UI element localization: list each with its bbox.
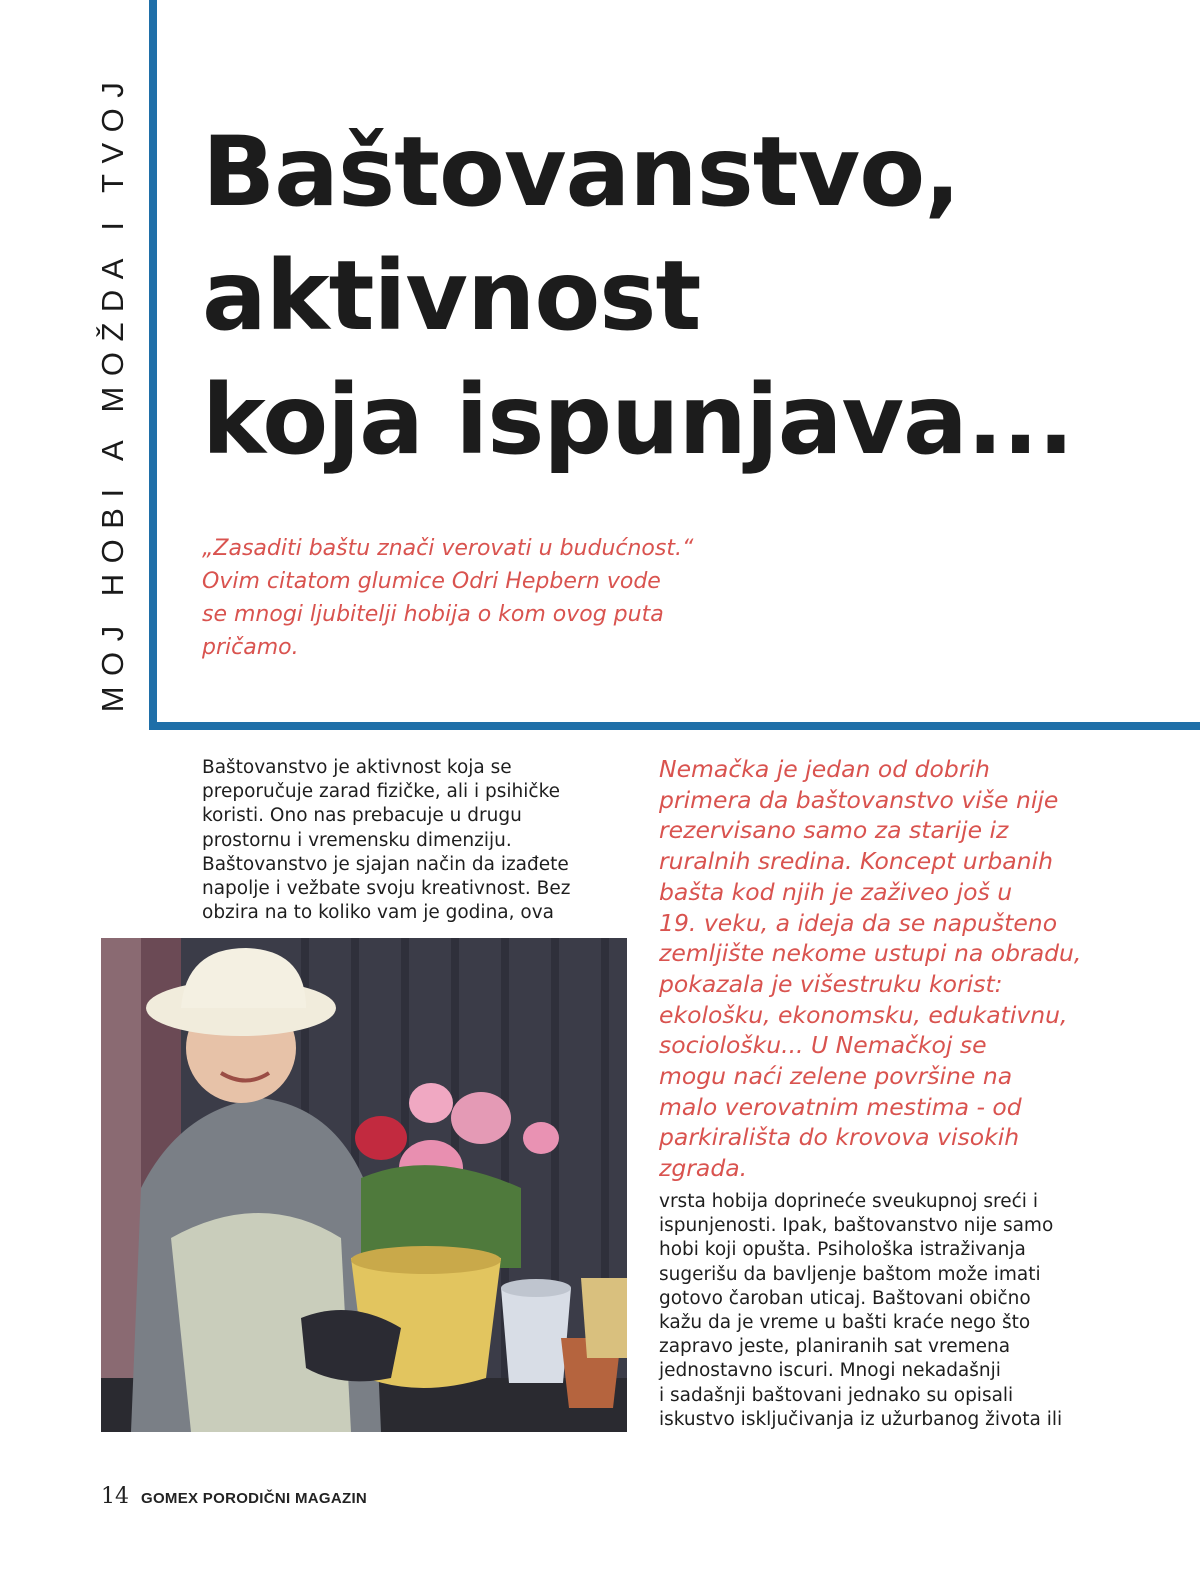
body-line: i sadašnji baštovani jednako su opisali <box>659 1384 1014 1406</box>
body-line: preporučuje zarad fizičke, ali i psihičke <box>202 781 561 803</box>
magazine-name: GOMEX PORODIČNI MAGAZIN <box>141 1490 368 1507</box>
body-line: sugerišu da bavljenje baštom može imati <box>659 1263 1041 1285</box>
lead-line: pričamo. <box>202 635 299 660</box>
body-line: napolje i vežbate svoju kreativnost. Bez <box>202 878 571 900</box>
pull-quote-line: 19. veku, a ideja da se napušteno <box>659 908 1058 937</box>
pull-quote-line: bašta kod njih je zaživeo još u <box>659 877 1013 906</box>
pull-quote-line: mogu naći zelene površine na <box>659 1062 1013 1091</box>
frame-horizontal-bar <box>149 722 1200 730</box>
pull-quote-line: ekološku, ekonomsku, edukativnu, <box>659 1000 1068 1029</box>
body-line: obzira na to koliko vam je godina, ova <box>202 902 554 924</box>
pull-quote-line: malo verovatnim mestima - od <box>659 1092 1022 1121</box>
body-line: prostornu i vremensku dimenziju. <box>202 829 512 851</box>
body-line: kažu da je vreme u bašti kraće nego što <box>659 1312 1031 1334</box>
gardener-photo <box>101 938 627 1432</box>
body-line: hobi koji opušta. Psihološka istraživanja <box>659 1239 1026 1261</box>
lead-line: se mnogi ljubitelji hobija o kom ovog puta <box>202 602 664 627</box>
pull-quote-line: Nemačka je jedan od dobrih <box>659 755 990 783</box>
body-line: Baštovanstvo je sjajan način da izađete <box>202 853 569 875</box>
pull-quote-line: sociološku... U Nemačkoj se <box>659 1031 987 1060</box>
body-line: zapravo jeste, planiranih sat vremena <box>659 1336 1011 1358</box>
title-line: Baštovanstvo, <box>202 116 960 228</box>
title-line: aktivnost <box>202 240 701 352</box>
section-label: MOJ HOBI A MOŽDA I TVOJ <box>95 71 130 713</box>
body-line: vrsta hobija doprineće sveukupnoj sreći i <box>659 1191 1038 1212</box>
title-line: koja ispunjava... <box>202 364 1074 476</box>
pull-quote-line: parkirališta do krovova visokih <box>659 1123 1020 1152</box>
page-footer <box>101 1484 367 1509</box>
pull-quote <box>659 754 1159 1184</box>
pull-quote-line: rezervisano samo za starije iz <box>659 816 1009 845</box>
pull-quote-line: ruralnih sredina. Koncept urbanih <box>659 847 1053 876</box>
lead-quote <box>202 532 742 664</box>
lead-line: Ovim citatom glumice Odri Hepbern vode <box>202 569 661 594</box>
page-number: 14 <box>101 1484 129 1509</box>
body-line: ispunjenosti. Ipak, baštovanstvo nije samo <box>659 1215 1054 1237</box>
pull-quote-line: pokazala je višestruku korist: <box>659 969 1003 998</box>
lead-line: „Zasaditi baštu znači verovati u budućnost.“ <box>202 536 694 561</box>
body-line: gotovo čaroban uticaj. Baštovani obično <box>659 1287 1031 1309</box>
pull-quote-line: primera da baštovanstvo više nije <box>659 785 1059 814</box>
body-line: Baštovanstvo je aktivnost koja se <box>202 757 512 778</box>
body-line: jednostavno iscuri. Mnogi nekadašnji <box>659 1360 1001 1382</box>
body-column-2 <box>659 1190 1089 1432</box>
body-line: koristi. Ono nas prebacuje u drugu <box>202 805 522 827</box>
body-column-1 <box>202 756 622 925</box>
article-title <box>202 110 1182 482</box>
body-line: iskustvo isključivanja iz užurbanog života ili <box>659 1408 1063 1430</box>
pull-quote-line: zgrada. <box>659 1154 748 1183</box>
frame-vertical-bar <box>149 0 157 730</box>
pull-quote-line: zemljište nekome ustupi na obradu, <box>659 939 1082 968</box>
